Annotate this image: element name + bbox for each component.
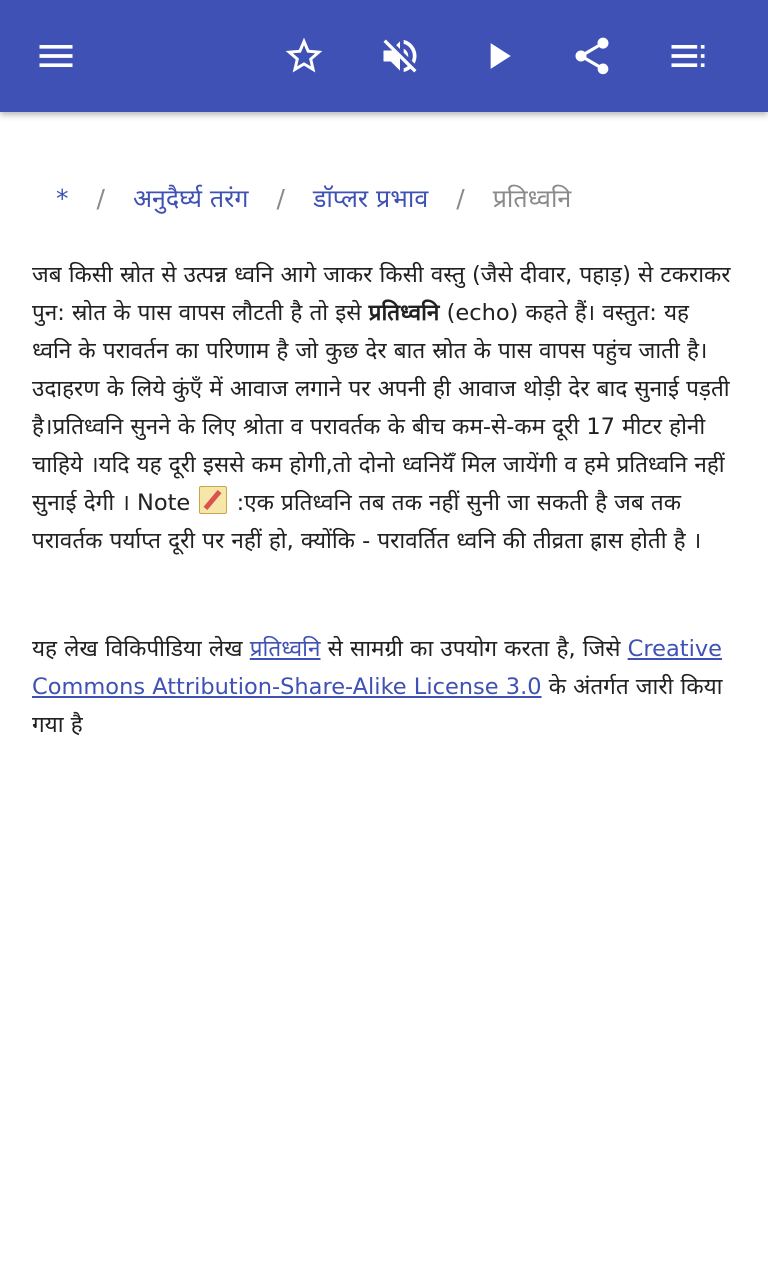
play-icon (476, 34, 520, 78)
article-content (32, 256, 732, 744)
favorite-button[interactable] (274, 26, 334, 86)
article-text: जब किसी स्रोत से उत्पन्न ध्वनि आगे जाकर किसी वस्तु (जैसे दीवार, पहाड़) से टकराकर पुन: स्रोत के पास वापस लौटती है तो इसे (32, 262, 731, 326)
breadcrumb (56, 178, 571, 218)
attribution-suffix: के अंतर्गत जारी किया गया है (32, 674, 723, 738)
attribution-prefix: यह लेख विकिपीडिया लेख (32, 636, 250, 662)
breadcrumb-separator: / (96, 183, 105, 213)
breadcrumb-item-home[interactable]: * (56, 183, 69, 213)
play-button[interactable] (468, 26, 528, 86)
note-label: Note (137, 490, 191, 516)
menu-button[interactable] (26, 26, 86, 86)
attribution (32, 630, 732, 744)
breadcrumb-current: प्रतिध्वनि (492, 184, 572, 213)
share-icon (570, 34, 614, 78)
table-of-contents-button[interactable] (658, 26, 718, 86)
attribution-middle: से सामग्री का उपयोग करता है, जिसे (320, 636, 628, 662)
breadcrumb-separator: / (456, 183, 465, 213)
breadcrumb-separator: / (276, 183, 285, 213)
playlist-icon (666, 34, 710, 78)
star-outline-icon (282, 34, 326, 78)
article-paragraph (32, 256, 732, 560)
app-toolbar (0, 0, 768, 112)
breadcrumb-item-longitudinal-wave[interactable]: अनुदैर्घ्य तरंग (132, 184, 249, 213)
volume-off-icon (378, 34, 422, 78)
share-button[interactable] (562, 26, 622, 86)
mute-button[interactable] (370, 26, 430, 86)
note-text: :एक प्रतिध्वनि तब तक नहीं सुनी जा सकती है जब तक परावर्तक पर्याप्त दूरी पर नहीं हो, क्योंकि - परावर्तित ध्वनि की तीव्रता ह्रास होती है । (32, 490, 702, 554)
article-bold-term: प्रतिध्वनि (368, 300, 440, 326)
article-text: (echo) कहते हैं। वस्तुत: यह ध्वनि के परावर्तन का परिणाम है जो कुछ देर बात स्रोत के पास वापस पहुंच जाती है। उदाहरण के लिये कुंएँ में आवाज लगाने पर अपनी ही आवाज थोड़ी देर बाद सुनाई पड़ती है।प्रतिध्वनि सुनने के लिए श्रोता व परावर्तक के बीच कम-से-कम दूरी 17 मीटर होनी चाहिये ।यदि यह दूरी इससे कम होगी,तो दोनो ध्वनियॅँ मिल जायेंगी व हमे प्रतिध्वनि नहीं सुनाई देगी । (32, 300, 730, 516)
menu-icon (34, 34, 78, 78)
wikipedia-article-link[interactable]: प्रतिध्वनि (249, 636, 321, 662)
memo-icon (199, 486, 227, 514)
breadcrumb-item-doppler-effect[interactable]: डॉप्लर प्रभाव (312, 184, 429, 213)
license-link[interactable]: Creative Commons Attribution-Share-Alike License 3.0 (32, 636, 722, 700)
